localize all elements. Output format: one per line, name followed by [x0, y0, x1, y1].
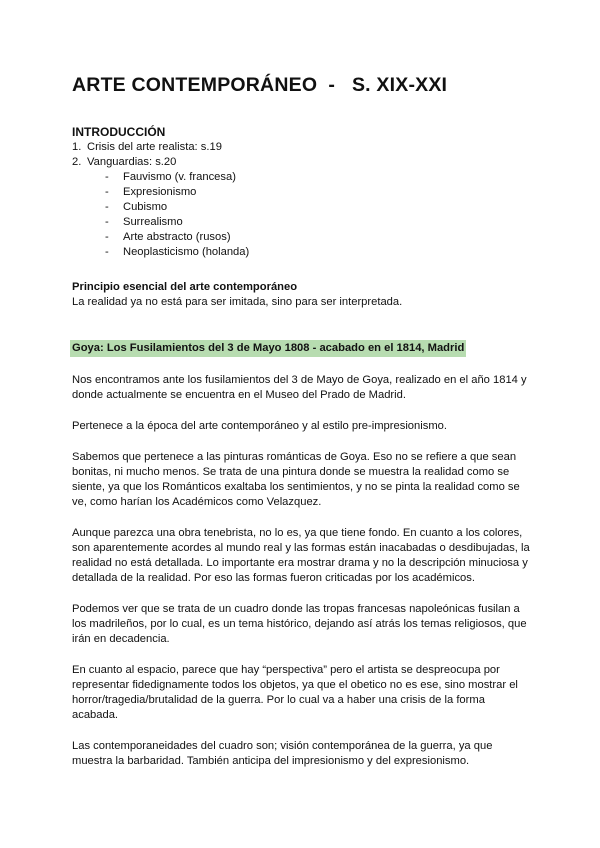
paragraph: Aunque parezca una obra tenebrista, no lo es, ya que tiene fondo. En cuanto a los colores, son aparentemente acordes al mundo real y las formas están inacabadas o desdibujadas, la realidad no está detallada. Lo importante era mostrar drama y no la descripción minuciosa y detallada de la realidad. Por eso las formas fueron criticadas por los académicos. — [72, 527, 530, 584]
section-heading-highlighted: Goya: Los Fusilamientos del 3 de Mayo 1808 - acabado en el 1814, Madrid — [70, 340, 466, 357]
document-body — [72, 125, 534, 769]
list-item-text: Surrealismo — [123, 216, 183, 228]
dash-bullet: - — [105, 216, 109, 228]
list-item — [87, 200, 534, 215]
list-number: 1. — [72, 141, 82, 153]
list-item-text: Vanguardias: s.20 — [87, 156, 177, 168]
dash-bullet: - — [105, 246, 109, 258]
intro-heading: INTRODUCCIÓN — [72, 125, 166, 139]
paragraph: Las contemporaneidades del cuadro son; visión contemporánea de la guerra, ya que muestra la barbaridad. También anticipa del impresionismo y del expresionismo. — [72, 740, 493, 767]
list-item-text: Expresionismo — [123, 186, 197, 198]
principle-heading: Principio esencial del arte contemporáneo — [72, 281, 298, 293]
paragraph: Nos encontramos ante los fusilamientos del 3 de Mayo de Goya, realizado en el año 1814 y donde actualmente se encuentra en el Museo del Prado de Madrid. — [72, 374, 527, 401]
list-item — [72, 140, 534, 155]
list-item-text: Neoplasticismo (holanda) — [123, 246, 250, 258]
vanguard-sublist — [87, 170, 534, 260]
intro-numbered-list — [72, 140, 534, 260]
document-title: ARTE CONTEMPORÁNEO - S. XIX-XXI — [72, 74, 448, 96]
dash-bullet: - — [105, 171, 109, 183]
list-item-text: Crisis del arte realista: s.19 — [87, 141, 222, 153]
paragraph: En cuanto al espacio, parece que hay “perspectiva” pero el artista se despreocupa por representar fidedignamente todos los objetos, ya que el obetico no es ese, sino mostrar el horror/tragedia/brutalidad de la guerra. Por lo cual va a haber una crisis de la forma acabada. — [72, 664, 518, 721]
paragraph: Pertenece a la época del arte contemporáneo y al estilo pre-impresionismo. — [72, 420, 447, 432]
list-item — [87, 245, 534, 260]
list-number: 2. — [72, 156, 82, 168]
paragraph: Podemos ver que se trata de un cuadro donde las tropas francesas napoleónicas fusilan a los madrileños, por lo cual, es un tema histórico, dejando así atrás los temas religiosos, que irán en decadencia. — [72, 603, 527, 645]
list-item — [72, 155, 534, 260]
list-item — [87, 170, 534, 185]
principle-text: La realidad ya no está para ser imitada, sino para ser interpretada. — [72, 296, 403, 308]
paragraph: Sabemos que pertenece a las pinturas románticas de Goya. Eso no se refiere a que sean bonitas, ni mucho menos. Se trata de una pintura donde se muestra la realidad como se siente, ya que los Románticos exaltaba los sentimientos, y no se pinta la realidad como se ve, como harían los Académicos como Velazquez. — [72, 451, 520, 508]
dash-bullet: - — [105, 231, 109, 243]
list-item-text: Fauvismo (v. francesa) — [123, 171, 236, 183]
dash-bullet: - — [105, 186, 109, 198]
dash-bullet: - — [105, 201, 109, 213]
list-item-text: Arte abstracto (rusos) — [123, 231, 231, 243]
list-item — [87, 185, 534, 200]
list-item — [87, 230, 534, 245]
list-item — [87, 215, 534, 230]
list-item-text: Cubismo — [123, 201, 168, 213]
